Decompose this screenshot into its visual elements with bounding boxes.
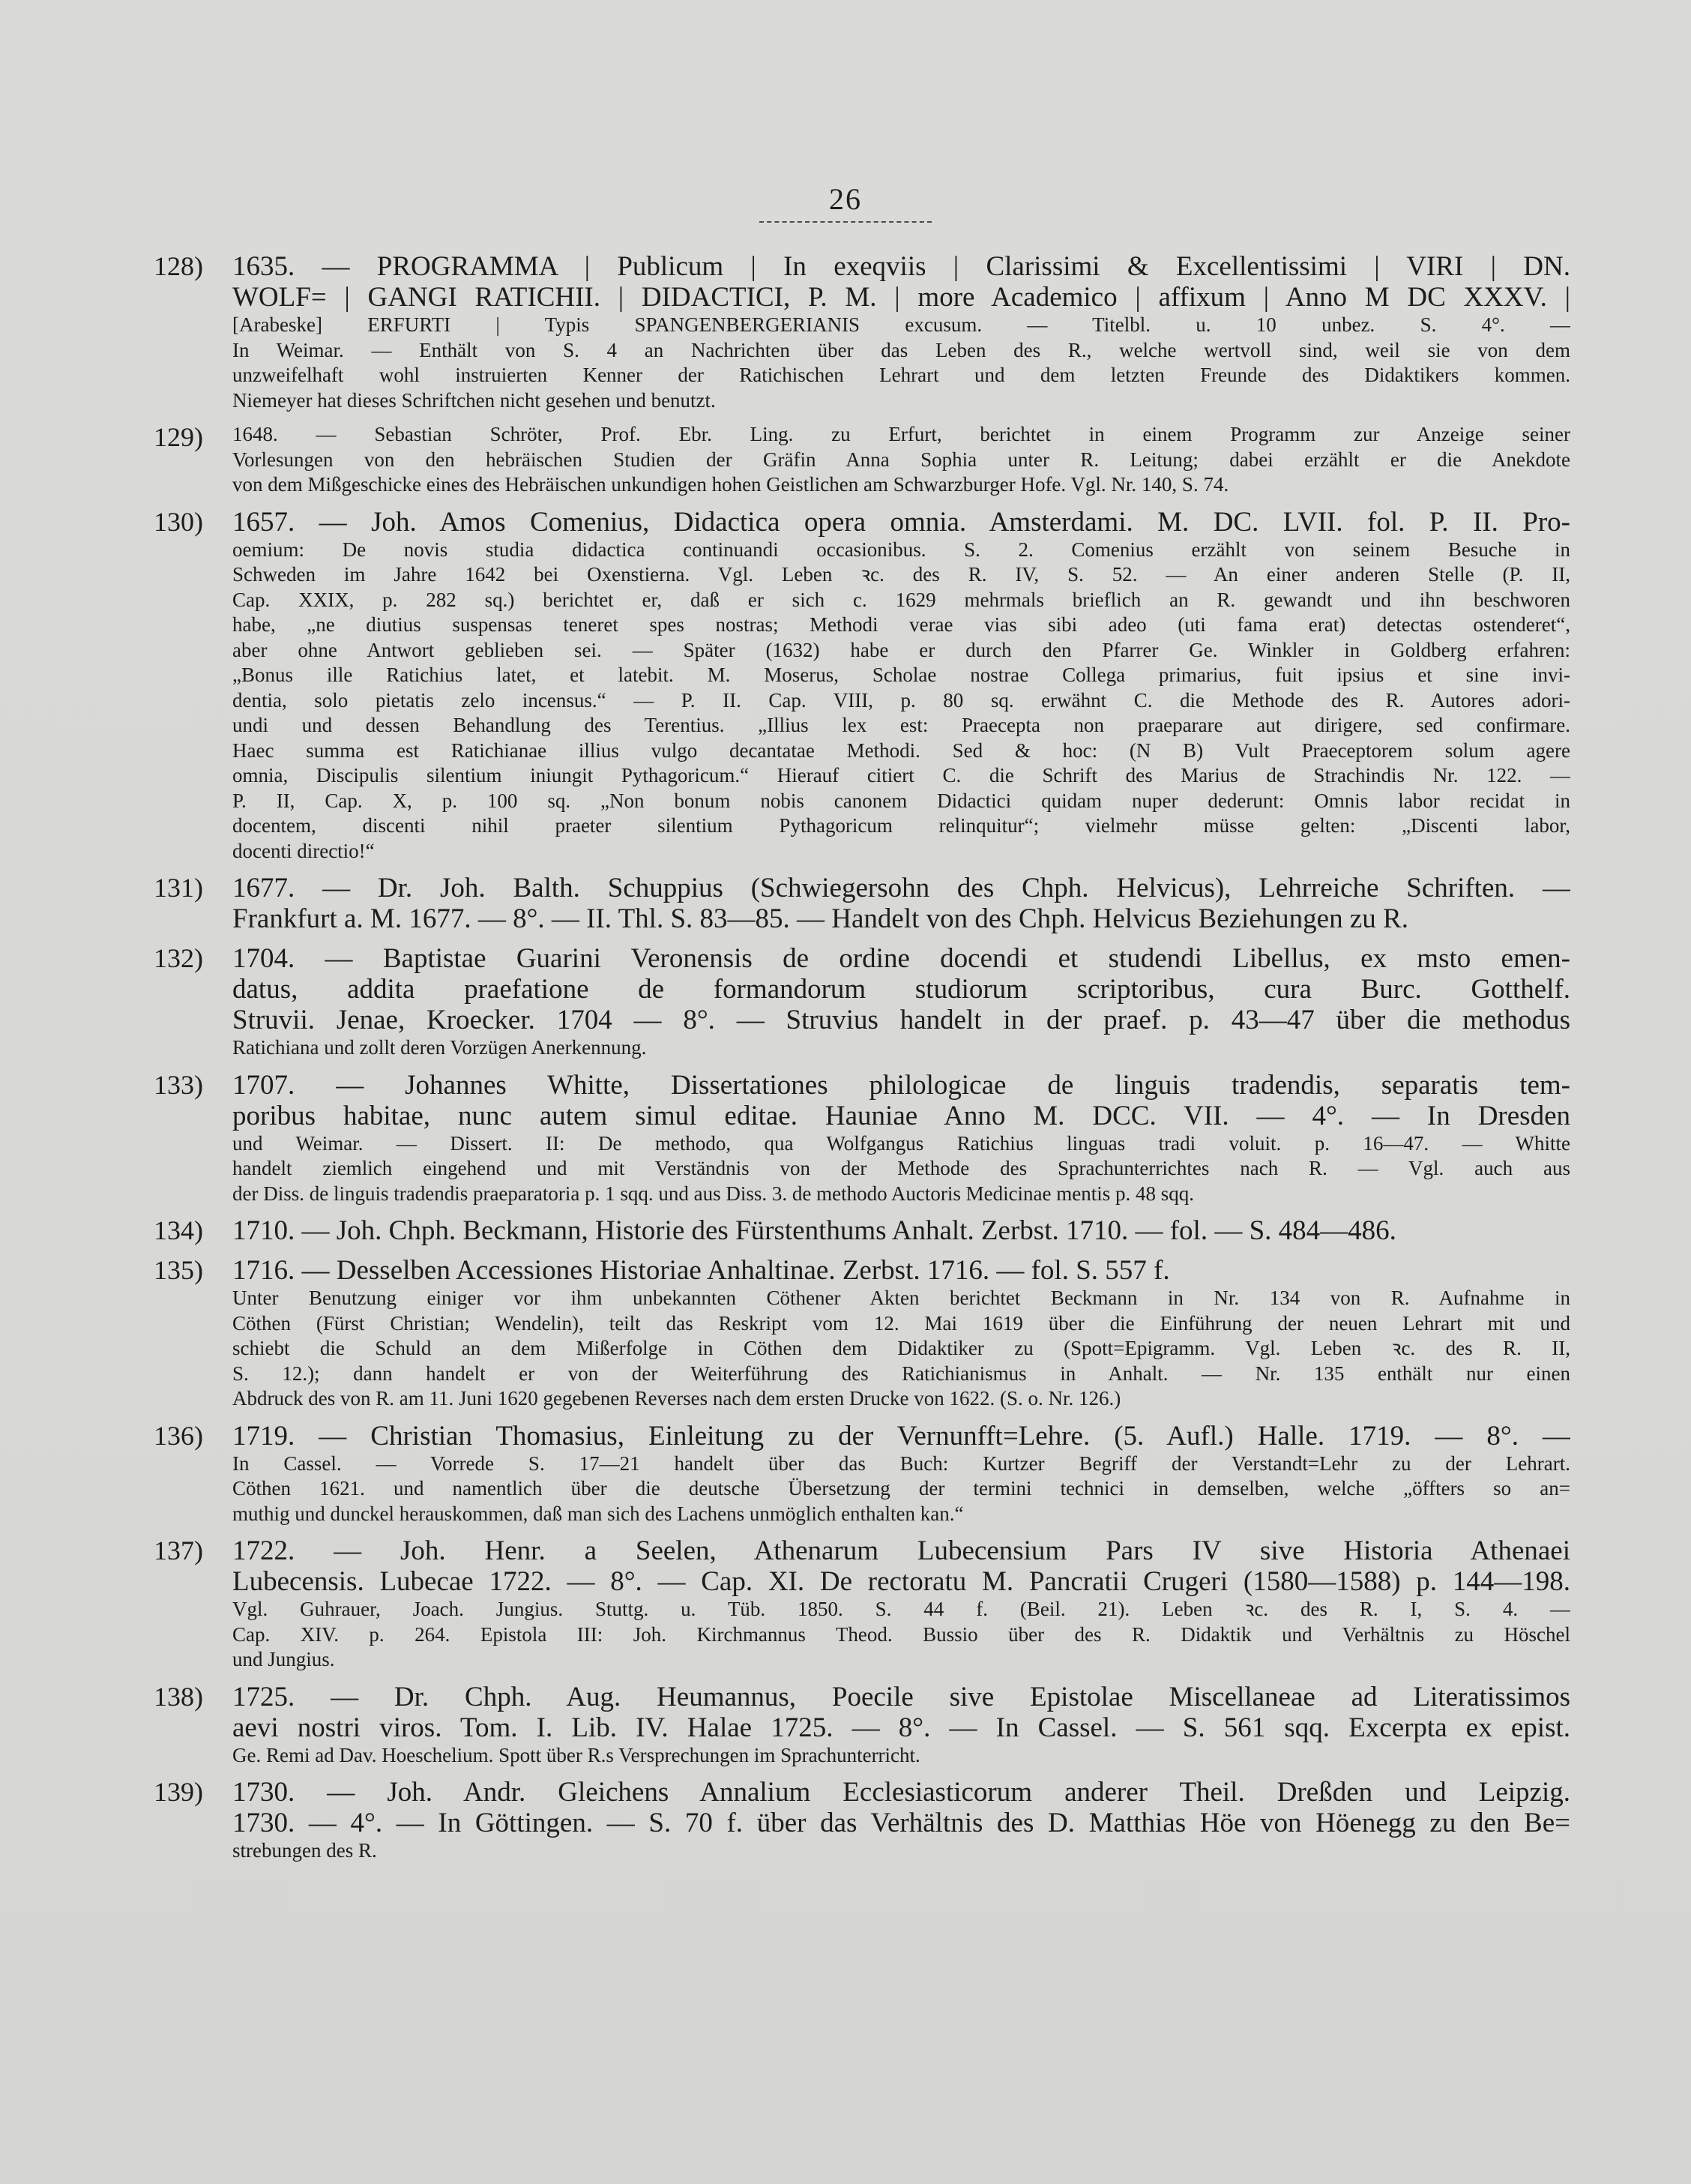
- entry-text-line: datus, addita praefatione de formandorum studiorum scriptoribus, cura Burc. Gotthelf.: [232, 974, 1570, 1005]
- page-number: [0, 181, 1691, 223]
- entry-text-line: schiebt die Schuld an dem Mißerfolge in Cöthen dem Didaktiker zu (Spott=Epigramm. Vgl. Leben ꝛc. des R. II,: [232, 1337, 1570, 1359]
- entry-text-line: strebungen des R.: [232, 1839, 377, 1862]
- entry-text-line: P. II, Cap. X, p. 100 sq. „Non bonum nobis canonem Didactici quidam nuper dederunt: Omnis labor recidat in: [232, 789, 1570, 812]
- bibliography-entry: [154, 1421, 1570, 1527]
- entry-text-line: von dem Mißgeschicke eines des Hebräischen unkundigen hohen Geistlichen am Schwarzburger Hofe. Vgl. Nr. 140, S. 74.: [232, 473, 1229, 496]
- entry-number: 131): [154, 873, 203, 903]
- entry-text-line: Cap. XIV. p. 264. Epistola III: Joh. Kirchmannus Theod. Bussio über des R. Didaktik und Verhältnis zu Höschel: [232, 1622, 1570, 1646]
- entry-text-line: docentem, discenti nihil praeter silentium Pythagoricum relinquitur“; vielmehr müsse gelten: „Discenti labor,: [232, 814, 1570, 837]
- entry-text-line: Cap. XXIX, p. 282 sq.) berichtet er, daß er sich c. 1629 mehrmals brieflich an R. gewandt und ihn beschworen: [232, 588, 1570, 611]
- entry-text-line: undi und dessen Behandlung des Terentius. „Illius lex est: Praecepta non praeparare aut dirigere, sed confirmare.: [232, 714, 1570, 736]
- entry-number: 130): [154, 506, 203, 537]
- entry-text-line: 1677. — Dr. Joh. Balth. Schuppius (Schwiegersohn des Chph. Helvicus), Lehrreiche Schriften. —: [232, 873, 1570, 903]
- entry-text-line: 1716. — Desselben Accessiones Historiae Anhaltinae. Zerbst. 1716. — fol. S. 557 f.: [232, 1255, 1170, 1286]
- bibliography-entry: [154, 1535, 1570, 1673]
- entry-text-line: 1730. — 4°. — In Göttingen. — S. 70 f. über das Verhältnis des D. Matthias Höe von Höenegg zu den Be=: [232, 1808, 1570, 1838]
- entry-text-line: unzweifelhaft wohl instruierten Kenner der Ratichischen Lehrart und dem letzten Freunde des Didaktikers kommen.: [232, 364, 1570, 386]
- entry-text-line: 1719. — Christian Thomasius, Einleitung zu der Vernunfft=Lehre. (5. Aufl.) Halle. 1719. — 8°. —: [232, 1420, 1570, 1452]
- entry-text-line: 1648. — Sebastian Schröter, Prof. Ebr. Ling. zu Erfurt, berichtet in einem Programm zur Anzeige seiner: [232, 423, 1570, 445]
- entry-text-line: poribus habitae, nunc autem simul editae. Hauniae Anno M. DCC. VII. — 4°. — In Dresden: [232, 1100, 1570, 1131]
- entry-text-line: 1707. — Johannes Whitte, Dissertationes philologicae de linguis tradendis, separatis tem-: [232, 1069, 1570, 1101]
- entry-text-line: WOLF= | GANGI RATICHII. | DIDACTICI, P. M. | more Academico | affixum | Anno M DC XXXV. |: [232, 282, 1570, 313]
- entry-text-line: 1635. — PROGRAMMA | Publicum | In exeqviis | Clarissimi & Excellentissimi | VIRI | DN.: [232, 251, 1570, 282]
- entry-text-line: Vgl. Guhrauer, Joach. Jungius. Stuttg. u. Tüb. 1850. S. 44 f. (Beil. 21). Leben ꝛc. des R. I, S. 4. —: [232, 1598, 1570, 1620]
- entry-text-line: In Weimar. — Enthält von S. 4 an Nachrichten über das Leben des R., welche wertvoll sind, weil sie von dem: [232, 338, 1570, 361]
- bibliography-entry: [154, 422, 1570, 498]
- page-number-ornament: [759, 221, 932, 223]
- entry-text-line: docenti directio!“: [232, 839, 375, 862]
- entry-text-line: oemium: De novis studia didactica continuandi occasionibus. S. 2. Comenius erzählt von seinem Besuche in: [232, 538, 1570, 561]
- bibliography-entry: [154, 1682, 1570, 1769]
- entry-text-line: Cöthen 1621. und namentlich über die deutsche Übersetzung der termini technici in demselben, welche „öffters so an=: [232, 1477, 1570, 1499]
- page-number-text: 26: [829, 182, 862, 216]
- entry-text-line: 1704. — Baptistae Guarini Veronensis de ordine docendi et studendi Libellus, ex msto emen-: [232, 943, 1570, 974]
- entry-text-line: handelt ziemlich eingehend und mit Verständnis von der Methode des Sprachunterrichtes nach R. — Vgl. auch aus: [232, 1157, 1570, 1179]
- entry-number: 134): [154, 1215, 203, 1245]
- entry-text-line: Vorlesungen von den hebräischen Studien der Gräfin Anna Sophia unter R. Leitung; dabei erzählt er die Anekdote: [232, 448, 1570, 471]
- bibliography-entry: [154, 1255, 1570, 1412]
- entry-number: 132): [154, 943, 203, 973]
- entry-number: 137): [154, 1535, 203, 1565]
- entry-text-line: habe, „ne diutius suspensas teneret spes nostras; Methodi verae vias sibi adeo (uti fama erat) detectas ostenderet“,: [232, 613, 1570, 636]
- entry-text-line: omnia, Discipulis silentium iniungit Pythagoricum.“ Hierauf citiert C. die Schrift des Marius de Strachindis Nr. 122. —: [232, 764, 1570, 786]
- entry-number: 128): [154, 251, 203, 281]
- entry-text-line: Haec summa est Ratichianae illius vulgo decantatae Methodi. Sed & hoc: (N B) Vult Praeceptorem solum agere: [232, 738, 1570, 762]
- entry-text-line: der Diss. de linguis tradendis praeparatoria p. 1 sqq. und aus Diss. 3. de methodo Auctoris Medicinae mentis p. 48 sqq.: [232, 1182, 1195, 1205]
- entry-text-line: 1657. — Joh. Amos Comenius, Didactica opera omnia. Amsterdami. M. DC. LVII. fol. P. II. Pro-: [232, 506, 1570, 538]
- bibliography-entries: [154, 251, 1570, 1873]
- entry-number: 138): [154, 1681, 203, 1712]
- bibliography-entry: [154, 251, 1570, 413]
- bibliography-entry: [154, 943, 1570, 1061]
- entry-text-line: „Bonus ille Ratichius latet, et latebit. M. Moserus, Scholae nostrae Collega primarius, fuit ipsius et sine invi-: [232, 664, 1570, 686]
- entry-text-line: und Jungius.: [232, 1648, 335, 1670]
- entry-text-line: Abdruck des von R. am 11. Juni 1620 gegebenen Reverses nach dem ersten Drucke von 1622. (S. o. Nr. 126.): [232, 1387, 1121, 1410]
- entry-text-line: In Cassel. — Vorrede S. 17—21 handelt über das Buch: Kurtzer Begriff der Verstandt=Lehr zu der Lehrart.: [232, 1452, 1570, 1475]
- entry-text-line: S. 12.); dann handelt er von der Weiterführung des Ratichianismus in Anhalt. — Nr. 135 enthält nur einen: [232, 1362, 1570, 1385]
- entry-text-line: Struvii. Jenae, Kroecker. 1704 — 8°. — Struvius handelt in der praef. p. 43—47 über die methodus: [232, 1005, 1570, 1035]
- entry-text-line: 1725. — Dr. Chph. Aug. Heumannus, Poecile sive Epistolae Miscellaneae ad Literatissimos: [232, 1681, 1570, 1712]
- entry-text-line: aevi nostri viros. Tom. I. Lib. IV. Halae 1725. — 8°. — In Cassel. — S. 561 sqq. Excerpta ex epist.: [232, 1712, 1570, 1743]
- bibliography-entry: [154, 507, 1570, 864]
- entry-text-line: [Arabeske] ERFURTI | Typis SPANGENBERGERIANIS excusum. — Titelbl. u. 10 unbez. S. 4°. —: [232, 313, 1570, 336]
- entry-text-line: aber ohne Antwort geblieben sei. — Später (1632) habe er durch den Pfarrer Ge. Winkler in Goldberg erfahren:: [232, 638, 1570, 661]
- entry-text-line: 1730. — Joh. Andr. Gleichens Annalium Ecclesiasticorum anderer Theil. Dreßden und Leipzig.: [232, 1777, 1570, 1808]
- entry-text-line: Niemeyer hat dieses Schriftchen nicht gesehen und benutzt.: [232, 388, 716, 412]
- entry-text-line: Unter Benutzung einiger vor ihm unbekannten Cöthener Akten berichtet Beckmann in Nr. 134 von R. Aufnahme in: [232, 1287, 1570, 1309]
- entry-number: 129): [154, 422, 203, 452]
- entry-text-line: 1722. — Joh. Henr. a Seelen, Athenarum Lubecensium Pars IV sive Historia Athenaei: [232, 1535, 1570, 1566]
- entry-text-line: 1710. — Joh. Chph. Beckmann, Historie des Fürstenthums Anhalt. Zerbst. 1710. — fol. — S. 484—486.: [232, 1215, 1396, 1246]
- entry-text-line: Schweden im Jahre 1642 bei Oxenstierna. Vgl. Leben ꝛc. des R. IV, S. 52. — An einer anderen Stelle (P. II,: [232, 563, 1570, 586]
- entry-text-line: muthig und dunckel herauskommen, daß man sich des Lachens unmöglich enthalten kan.“: [232, 1502, 964, 1525]
- entry-text-line: Ge. Remi ad Dav. Hoeschelium. Spott über R.s Versprechungen im Sprachunterricht.: [232, 1743, 920, 1766]
- entry-number: 136): [154, 1420, 203, 1451]
- entry-text-line: Frankfurt a. M. 1677. — 8°. — II. Thl. S. 83—85. — Handelt von des Chph. Helvicus Beziehungen zu R.: [232, 903, 1408, 934]
- entry-text-line: Ratichiana und zollt deren Vorzügen Anerkennung.: [232, 1036, 647, 1059]
- entry-text-line: Lubecensis. Lubecae 1722. — 8°. — Cap. XI. De rectoratu M. Pancratii Crugeri (1580—1588) p. 144—198.: [232, 1566, 1570, 1597]
- bibliography-entry: [154, 1070, 1570, 1207]
- bibliography-entry: [154, 1215, 1570, 1246]
- entry-number: 133): [154, 1069, 203, 1100]
- bibliography-entry: [154, 1777, 1570, 1864]
- bibliography-entry: [154, 873, 1570, 934]
- entry-text-line: dentia, solo pietatis zelo incensus.“ — P. II. Cap. VIII, p. 80 sq. erwähnt C. die Methode des R. Autores adori-: [232, 688, 1570, 712]
- entry-text-line: und Weimar. — Dissert. II: De methodo, qua Wolfgangus Ratichius linguas tradi voluit. p. 16—47. — Whitte: [232, 1131, 1570, 1155]
- entry-text-line: Cöthen (Fürst Christian; Wendelin), teilt das Reskript vom 12. Mai 1619 über die Einführung der neuen Lehrart mit und: [232, 1311, 1570, 1335]
- entry-number: 135): [154, 1255, 203, 1285]
- entry-number: 139): [154, 1777, 203, 1807]
